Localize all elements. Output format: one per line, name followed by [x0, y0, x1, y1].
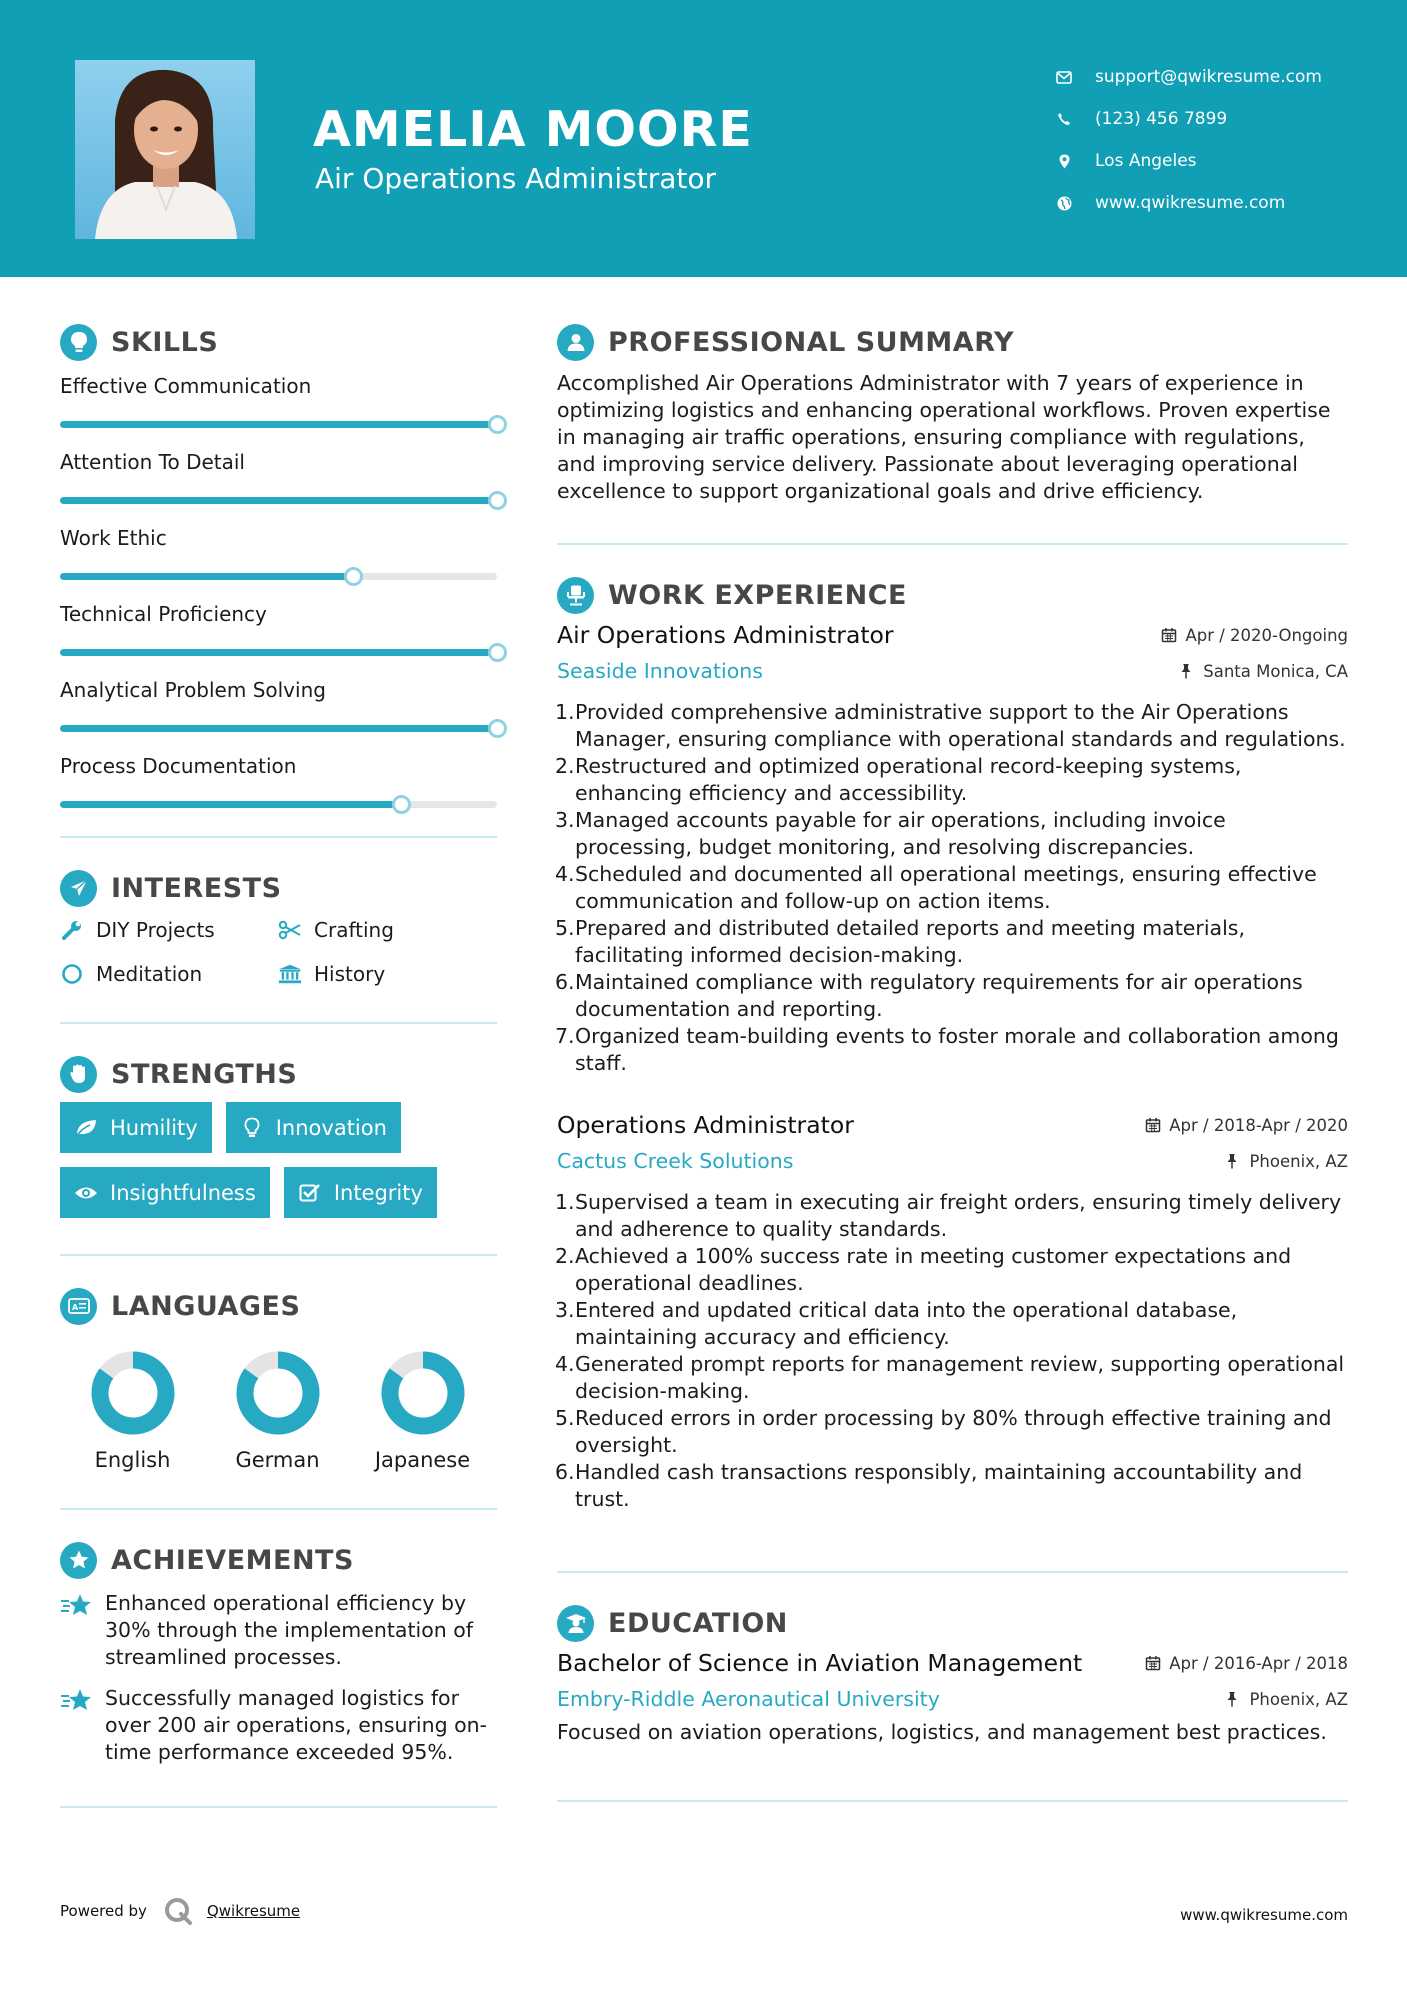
- summary-title: PROFESSIONAL SUMMARY: [608, 326, 1015, 358]
- job-bullet: 4. Generated prompt reports for management review, supporting operational decision-making.: [555, 1352, 1345, 1403]
- languages-title: LANGUAGES: [111, 1290, 301, 1322]
- skill-bar-knob: [344, 567, 363, 586]
- education-entry: [557, 1649, 1348, 1746]
- job-bullet-text: Reduced errors in order processing by 80% through effective training and oversight.: [575, 1406, 1332, 1457]
- strength-label: Humility: [110, 1115, 198, 1140]
- education-description: Focused on aviation operations, logistics, and management best practices.: [557, 1720, 1327, 1744]
- pin-icon: [1225, 1153, 1241, 1169]
- skill-bar-fill: [60, 573, 353, 580]
- language-donut: [90, 1350, 176, 1436]
- skill-bar: [60, 801, 497, 808]
- location-icon: [1055, 152, 1073, 170]
- skill-bar: [60, 649, 497, 656]
- achievements-title: ACHIEVEMENTS: [111, 1544, 354, 1576]
- lightbulb-icon: [60, 324, 97, 361]
- section-divider: [557, 1571, 1348, 1573]
- job-bullet: 6. Maintained compliance with regulatory requirements for air operations documentation and reporting.: [555, 970, 1303, 1021]
- job-bullet: 2. Restructured and optimized operational record-keeping systems, enhancing efficiency and accessibility.: [555, 754, 1242, 805]
- office-chair-icon: [557, 577, 594, 614]
- languages-heading: [60, 1284, 497, 1328]
- job-bullet: 5. Prepared and distributed detailed reports and meeting materials, facilitating informed decision-making.: [555, 916, 1245, 967]
- job-dates-text: Apr / 2020-Ongoing: [1185, 625, 1348, 645]
- language-donut: [380, 1350, 466, 1436]
- interest-item: [60, 916, 278, 944]
- education-degree: Bachelor of Science in Aviation Management: [557, 1649, 1083, 1677]
- achievement-text: Successfully managed logistics for over 200 air operations, ensuring on-time performance exceeded 95%.: [105, 1686, 488, 1764]
- education-header: [557, 1649, 1348, 1677]
- job-entry: [557, 621, 1348, 1077]
- contact-location: [1055, 140, 1322, 182]
- skill-bar: [60, 573, 497, 580]
- skill-item: [60, 372, 497, 448]
- job-subheader: [557, 1149, 1348, 1173]
- strength-label: Insightfulness: [110, 1180, 256, 1205]
- job-header: [557, 1111, 1348, 1139]
- job-bullet-text: Managed accounts payable for air operations, including invoice processing, budget monitoring, and resolving discrepancies.: [575, 808, 1226, 859]
- lightbulb-icon: [240, 1116, 264, 1140]
- resume-header: [0, 0, 1407, 277]
- footer-powered-by: [60, 1896, 300, 1926]
- language-icon: [60, 1288, 97, 1325]
- skill-bar-knob: [392, 795, 411, 814]
- achievement-item: [60, 1685, 497, 1766]
- wrench-icon: [60, 918, 84, 942]
- section-divider: [557, 543, 1348, 545]
- skill-bar-knob: [488, 719, 507, 738]
- phone-icon: [1055, 110, 1073, 128]
- skill-item: [60, 448, 497, 524]
- skill-item: [60, 676, 497, 752]
- skill-name: Technical Proficiency: [60, 602, 267, 626]
- job-bullet: 3. Entered and updated critical data into the operational database, maintaining accuracy and efficiency.: [555, 1298, 1238, 1349]
- contact-website-text: www.qwikresume.com: [1095, 193, 1286, 213]
- job-bullets: [557, 1189, 1348, 1513]
- job-dates-text: Apr / 2018-Apr / 2020: [1169, 1115, 1348, 1135]
- languages-list: [60, 1328, 497, 1472]
- language-name: Japanese: [374, 1448, 471, 1472]
- contact-website[interactable]: [1055, 182, 1322, 224]
- language-name: English: [94, 1448, 171, 1472]
- qwikresume-logo-icon: [163, 1896, 193, 1926]
- achievements-heading: [60, 1538, 497, 1582]
- job-subheader: [557, 659, 1348, 683]
- skill-item: [60, 600, 497, 676]
- contact-email[interactable]: [1055, 56, 1322, 98]
- right-column: [557, 320, 1348, 1802]
- skill-name: Analytical Problem Solving: [60, 678, 326, 702]
- interest-label: DIY Projects: [96, 918, 215, 942]
- job-bullet-text: Organized team-building events to foster morale and collaboration among staff.: [575, 1024, 1339, 1075]
- job-bullet: 7. Organized team-building events to foster morale and collaboration among staff.: [555, 1024, 1339, 1075]
- language-item: [60, 1350, 205, 1472]
- star-icon: [60, 1592, 93, 1620]
- section-divider: [60, 1254, 497, 1256]
- language-donut: [235, 1350, 321, 1436]
- achievement-text: Enhanced operational efficiency by 30% through the implementation of streamlined processes.: [105, 1591, 474, 1669]
- skill-bar-fill: [60, 725, 497, 732]
- skill-bar-fill: [60, 801, 401, 808]
- contact-location-text: Los Angeles: [1095, 151, 1197, 171]
- eye-icon: [74, 1181, 98, 1205]
- qwikresume-link[interactable]: Qwikresume: [206, 1902, 301, 1920]
- job-bullet: 1. Supervised a team in executing air freight orders, ensuring timely delivery and adherence to quality standards.: [555, 1190, 1342, 1241]
- section-divider: [60, 836, 497, 838]
- strength-label: Innovation: [275, 1115, 387, 1140]
- summary-heading: [557, 320, 1348, 364]
- skills-list: [60, 372, 497, 828]
- skill-name: Work Ethic: [60, 526, 167, 550]
- strength-badge: [226, 1102, 401, 1153]
- job-location-text: Santa Monica, CA: [1203, 661, 1348, 681]
- education-location: [1225, 1690, 1348, 1709]
- svg-text:A: A: [71, 1303, 78, 1312]
- job-bullet-text: Entered and updated critical data into the operational database, maintaining accuracy and efficiency.: [575, 1298, 1238, 1349]
- left-column: [60, 320, 497, 1808]
- job-bullet-text: Scheduled and documented all operational meetings, ensuring effective communication and follow-up on action items.: [575, 862, 1317, 913]
- interests-title: INTERESTS: [111, 872, 282, 904]
- strengths-heading: [60, 1052, 497, 1096]
- education-location-text: Phoenix, AZ: [1249, 1689, 1348, 1709]
- calendar-icon: [1161, 627, 1177, 643]
- job-bullet-text: Restructured and optimized operational record-keeping systems, enhancing efficiency and accessibility.: [575, 754, 1242, 805]
- job-bullet: 5. Reduced errors in order processing by 80% through effective training and oversight.: [555, 1406, 1332, 1457]
- skill-bar-knob: [488, 491, 507, 510]
- achievement-item: [60, 1590, 497, 1671]
- strength-badge: [284, 1167, 437, 1218]
- experience-title: WORK EXPERIENCE: [608, 579, 907, 611]
- calendar-icon: [1145, 1655, 1161, 1671]
- pin-icon: [1225, 1691, 1241, 1707]
- job-bullet: 4. Scheduled and documented all operational meetings, ensuring effective communication and follow-up on action items.: [555, 862, 1317, 913]
- job-location-text: Phoenix, AZ: [1249, 1151, 1348, 1171]
- interest-label: Meditation: [96, 962, 203, 986]
- footer-website[interactable]: www.qwikresume.com: [1180, 1906, 1348, 1924]
- leaf-icon: [74, 1116, 98, 1140]
- job-bullet: 6. Handled cash transactions responsibly, maintaining accountability and trust.: [555, 1460, 1303, 1511]
- strengths-title: STRENGTHS: [111, 1058, 298, 1090]
- achievements-list: [60, 1590, 497, 1766]
- job-bullet-text: Generated prompt reports for management review, supporting operational decision-making.: [575, 1352, 1345, 1403]
- education-school: Embry-Riddle Aeronautical University: [557, 1687, 940, 1711]
- circle-icon: [60, 962, 84, 986]
- job-bullets: [557, 699, 1348, 1077]
- job-bullet-text: Provided comprehensive administrative support to the Air Operations Manager, ensuring compliance with operational standards and regulations.: [575, 700, 1346, 751]
- job-dates: [1145, 1116, 1348, 1135]
- check-square-icon: [298, 1181, 322, 1205]
- job-role: Operations Administrator: [557, 1111, 854, 1139]
- education-dates-text: Apr / 2016-Apr / 2018: [1169, 1653, 1348, 1673]
- section-divider: [60, 1508, 497, 1510]
- contact-phone-text: (123) 456 7899: [1095, 109, 1228, 129]
- job-company: Seaside Innovations: [557, 659, 763, 683]
- job-bullet-text: Supervised a team in executing air freight orders, ensuring timely delivery and adherence to quality standards.: [575, 1190, 1342, 1241]
- strength-label: Integrity: [333, 1180, 423, 1205]
- job-bullet-text: Achieved a 100% success rate in meeting customer expectations and operational deadlines.: [575, 1244, 1292, 1295]
- interest-label: Crafting: [314, 918, 394, 942]
- job-bullet: 1. Provided comprehensive administrative support to the Air Operations Manager, ensuring compliance with operational standards and regulations.: [555, 700, 1346, 751]
- job-location: [1225, 1152, 1348, 1171]
- user-icon: [557, 324, 594, 361]
- skill-name: Process Documentation: [60, 754, 297, 778]
- skills-title: SKILLS: [111, 326, 219, 358]
- scissors-icon: [278, 918, 302, 942]
- summary-text: Accomplished Air Operations Administrator with 7 years of experience in optimizing logistics and enhancing operational workflows. Proven expertise in managing air traffic operations, ensuring compliance with regulations, and improving service delivery. Passionate about leveraging operational excellence to support organizational goals and drive efficiency.: [557, 371, 1331, 503]
- powered-by-text: Powered by: [60, 1902, 147, 1920]
- section-divider: [60, 1806, 497, 1808]
- skill-name: Effective Communication: [60, 374, 312, 398]
- skill-item: [60, 752, 497, 828]
- job-header: [557, 621, 1348, 649]
- interests-list: [60, 910, 497, 988]
- contact-info: [1055, 56, 1322, 224]
- job-bullet-text: Prepared and distributed detailed reports and meeting materials, facilitating informed decision-making.: [575, 916, 1245, 967]
- skill-bar: [60, 497, 497, 504]
- language-name: German: [235, 1448, 320, 1472]
- star-icon: [60, 1687, 93, 1715]
- globe-icon: [1055, 194, 1073, 212]
- language-item: [205, 1350, 350, 1472]
- job-bullet: 3. Managed accounts payable for air operations, including invoice processing, budget monitoring, and resolving discrepancies.: [555, 808, 1226, 859]
- education-subheader: [557, 1687, 1348, 1711]
- job-role: Air Operations Administrator: [557, 621, 894, 649]
- calendar-icon: [1145, 1117, 1161, 1133]
- pin-icon: [1179, 663, 1195, 679]
- mail-icon: [1055, 68, 1073, 86]
- interest-item: [278, 916, 496, 944]
- job-dates: [1161, 626, 1348, 645]
- section-divider: [557, 1800, 1348, 1802]
- experience-heading: [557, 573, 1348, 617]
- job-bullet-text: Maintained compliance with regulatory requirements for air operations documentation and reporting.: [575, 970, 1303, 1021]
- interest-item: [60, 960, 278, 988]
- job-bullet-text: Handled cash transactions responsibly, maintaining accountability and trust.: [575, 1460, 1303, 1511]
- interests-heading: [60, 866, 497, 910]
- skill-bar-fill: [60, 649, 497, 656]
- profile-photo: [75, 60, 255, 239]
- graduate-icon: [557, 1605, 594, 1642]
- language-item: [350, 1350, 495, 1472]
- skill-bar-knob: [488, 643, 507, 662]
- job-bullet: 2. Achieved a 100% success rate in meeting customer expectations and operational deadlines.: [555, 1244, 1292, 1295]
- star-badge-icon: [60, 1542, 97, 1579]
- skills-heading: [60, 320, 497, 364]
- strength-badge: [60, 1102, 212, 1153]
- job-location: [1179, 662, 1348, 681]
- strengths-list: [60, 1096, 497, 1218]
- bank-icon: [278, 962, 302, 986]
- job-entry: [557, 1111, 1348, 1513]
- interest-label: History: [314, 962, 386, 986]
- contact-phone[interactable]: [1055, 98, 1322, 140]
- job-company: Cactus Creek Solutions: [557, 1149, 794, 1173]
- hand-icon: [60, 1056, 97, 1093]
- skill-item: [60, 524, 497, 600]
- skill-bar-fill: [60, 421, 497, 428]
- skill-bar: [60, 725, 497, 732]
- paper-plane-icon: [60, 870, 97, 907]
- strength-badge: [60, 1167, 270, 1218]
- candidate-name: AMELIA MOORE: [313, 101, 753, 158]
- skill-bar: [60, 421, 497, 428]
- skill-bar-fill: [60, 497, 497, 504]
- skill-name: Attention To Detail: [60, 450, 245, 474]
- education-title: EDUCATION: [608, 1607, 788, 1639]
- education-dates: [1145, 1654, 1348, 1673]
- skill-bar-knob: [488, 415, 507, 434]
- interest-item: [278, 960, 496, 988]
- contact-email-text: support@qwikresume.com: [1095, 67, 1322, 87]
- candidate-title: Air Operations Administrator: [315, 162, 717, 195]
- section-divider: [60, 1022, 497, 1024]
- education-heading: [557, 1601, 1348, 1645]
